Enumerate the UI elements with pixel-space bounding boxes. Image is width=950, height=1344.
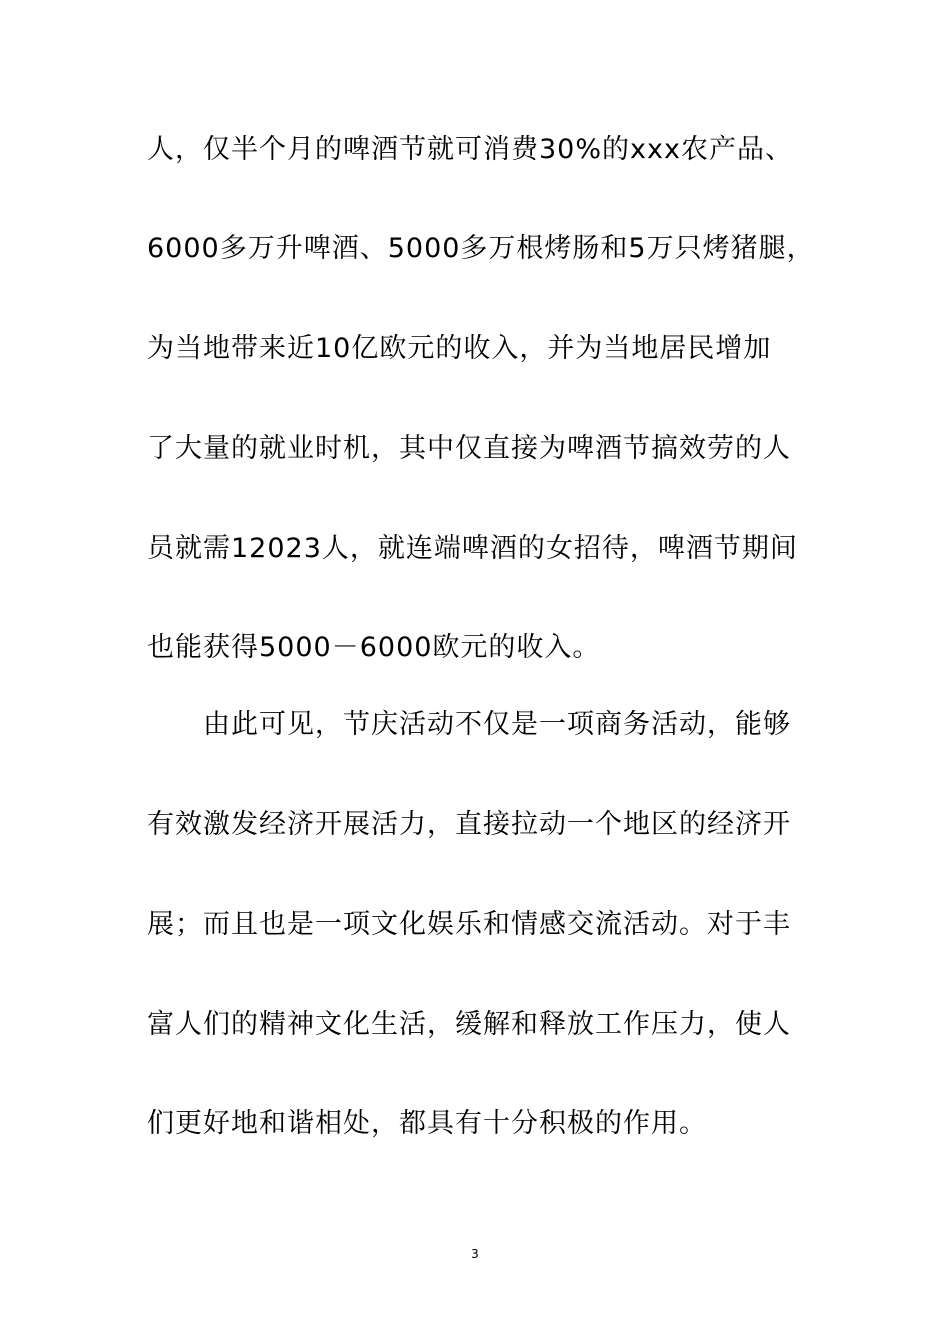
paragraph-1-line-5: 员就需12023人，就连端啤酒的女招待，啤酒节期间 xyxy=(147,533,798,564)
paragraph-1-line-2: 6000多万升啤酒、5000多万根烤肠和5万只烤猪腿， xyxy=(147,233,815,264)
paragraph-2-line-1: 由此可见，节庆活动不仅是一项商务活动，能够 xyxy=(203,709,791,740)
paragraph-1-line-3: 为当地带来近10亿欧元的收入，并为当地居民增加 xyxy=(147,333,772,364)
page-number: 3 xyxy=(471,1247,479,1261)
paragraph-2-line-2: 有效激发经济开展活力，直接拉动一个地区的经济开 xyxy=(147,809,791,840)
paragraph-2-line-5: 们更好地和谐相处，都具有十分积极的作用。 xyxy=(147,1108,707,1139)
paragraph-1-line-6: 也能获得5000－6000欧元的收入。 xyxy=(147,632,601,663)
paragraph-2-line-4: 富人们的精神文化生活，缓解和释放工作压力，使人 xyxy=(147,1009,791,1040)
paragraph-1-line-4: 了大量的就业时机，其中仅直接为啤酒节搞效劳的人 xyxy=(147,433,791,464)
paragraph-1-line-1: 人，仅半个月的啤酒节就可消费30%的xxx农产品、 xyxy=(147,134,793,165)
paragraph-2-line-3: 展；而且也是一项文化娱乐和情感交流活动。对于丰 xyxy=(147,909,791,940)
